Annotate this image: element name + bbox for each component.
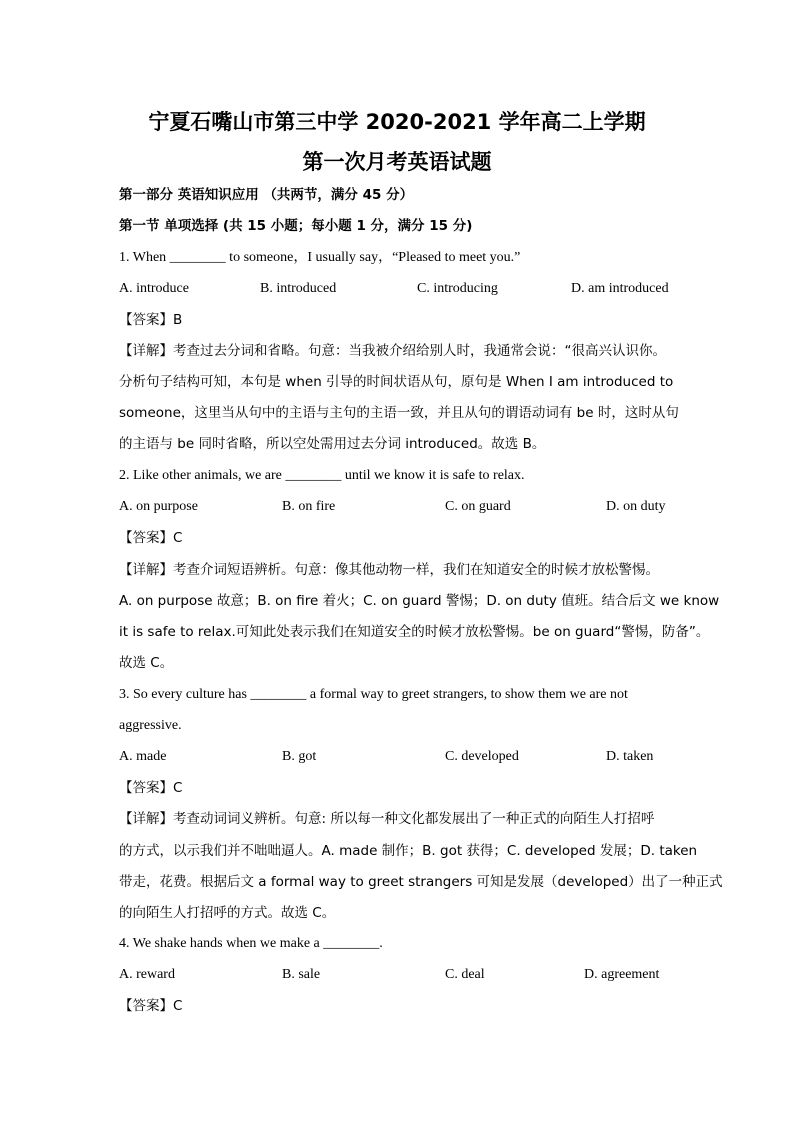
question-4-option-c: C. deal	[445, 967, 485, 982]
question-1-explain-line1: 【详解】考查过去分词和省略。句意：当我被介绍给别人时，我通常会说：“很高兴认识你。	[119, 343, 666, 359]
question-3-explain-line1: 【详解】考查动词词义辨析。句意: 所以每一种文化都发展出了一种正式的向陌生人打招呼	[119, 811, 655, 827]
question-4-option-b: B. sale	[282, 967, 321, 982]
question-3-option-a: A. made	[119, 749, 167, 764]
question-2-explain-line1: 【详解】考查介词短语辨析。句意：像其他动物一样，我们在知道安全的时候才放松警惕。	[119, 562, 659, 578]
document-title-line1: 宁夏石嘴山市第三中学 2020-2021 学年高二上学期	[148, 110, 646, 134]
question-3-explain-line4: 的向陌生人打招呼的方式。故选 C。	[119, 905, 336, 921]
question-1-option-a: A. introduce	[119, 281, 189, 296]
question-2-option-b: B. on fire	[282, 499, 336, 514]
question-3-explain-line3: 带走，花费。根据后文 a formal way to greet strangers 可知是发展（developed）出了一种正式	[119, 874, 723, 890]
question-4-option-a: A. reward	[119, 967, 175, 982]
question-3-stem-line1	[119, 686, 675, 704]
section-part-heading: 第一部分 英语知识应用 （共两节，满分 45 分）	[119, 187, 414, 203]
question-1-explain-line2: 分析句子结构可知，本句是 when 引导的时间状语从句，原句是 When I am introduced to	[119, 374, 674, 390]
question-2-option-c: C. on guard	[445, 499, 511, 514]
question-1-explain-line4: 的主语与 be 同时省略，所以空处需用过去分词 introduced。故选 B。	[119, 436, 546, 452]
question-1-explain-line3: someone，这里当从句中的主语与主句的主语一致，并且从句的谓语动词有 be 时，这时从句	[119, 405, 679, 421]
document-title-line2: 第一次月考英语试题	[302, 150, 492, 174]
question-3-explain-line2: 的方式，以示我们并不咄咄逼人。A. made 制作；B. got 获得；C. developed 发展；D. taken	[119, 843, 698, 859]
question-3-stem-text: 3. So every culture has ________ a formal way to greet strangers, to show them we are not	[119, 687, 628, 702]
question-3-stem-line2: aggressive.	[119, 718, 182, 733]
question-1-stem: 1. When ________ to someone，I usually say，“Pleased to meet you.”	[119, 250, 521, 265]
question-1-answer: 【答案】B	[119, 312, 183, 328]
question-2-explain-line2: A. on purpose 故意；B. on fire 着火；C. on guard 警惕；D. on duty 值班。结合后文 we know	[119, 593, 720, 609]
question-2-explain-line4: 故选 C。	[119, 655, 174, 671]
question-3-answer: 【答案】C	[119, 780, 183, 796]
question-1-option-c: C. introducing	[417, 281, 498, 296]
question-2-option-d: D. on duty	[606, 499, 666, 514]
question-4-answer: 【答案】C	[119, 998, 183, 1014]
question-3-option-d: D. taken	[606, 749, 654, 764]
question-2-option-a: A. on purpose	[119, 499, 198, 514]
question-1-option-b: B. introduced	[260, 281, 337, 296]
section-sub-heading: 第一节 单项选择 (共 15 小题；每小题 1 分，满分 15 分)	[119, 218, 473, 234]
question-2-stem: 2. Like other animals, we are ________ until we know it is safe to relax.	[119, 468, 525, 483]
question-3-option-c: C. developed	[445, 749, 519, 764]
question-1-option-d: D. am introduced	[571, 281, 669, 296]
question-2-explain-line3: it is safe to relax.可知此处表示我们在知道安全的时候才放松警惕。be on guard“警惕，防备”。	[119, 624, 710, 640]
question-2-answer: 【答案】C	[119, 530, 183, 546]
question-4-stem: 4. We shake hands when we make a ________.	[119, 936, 383, 951]
question-3-option-b: B. got	[282, 749, 317, 764]
question-4-option-d: D. agreement	[584, 967, 660, 982]
